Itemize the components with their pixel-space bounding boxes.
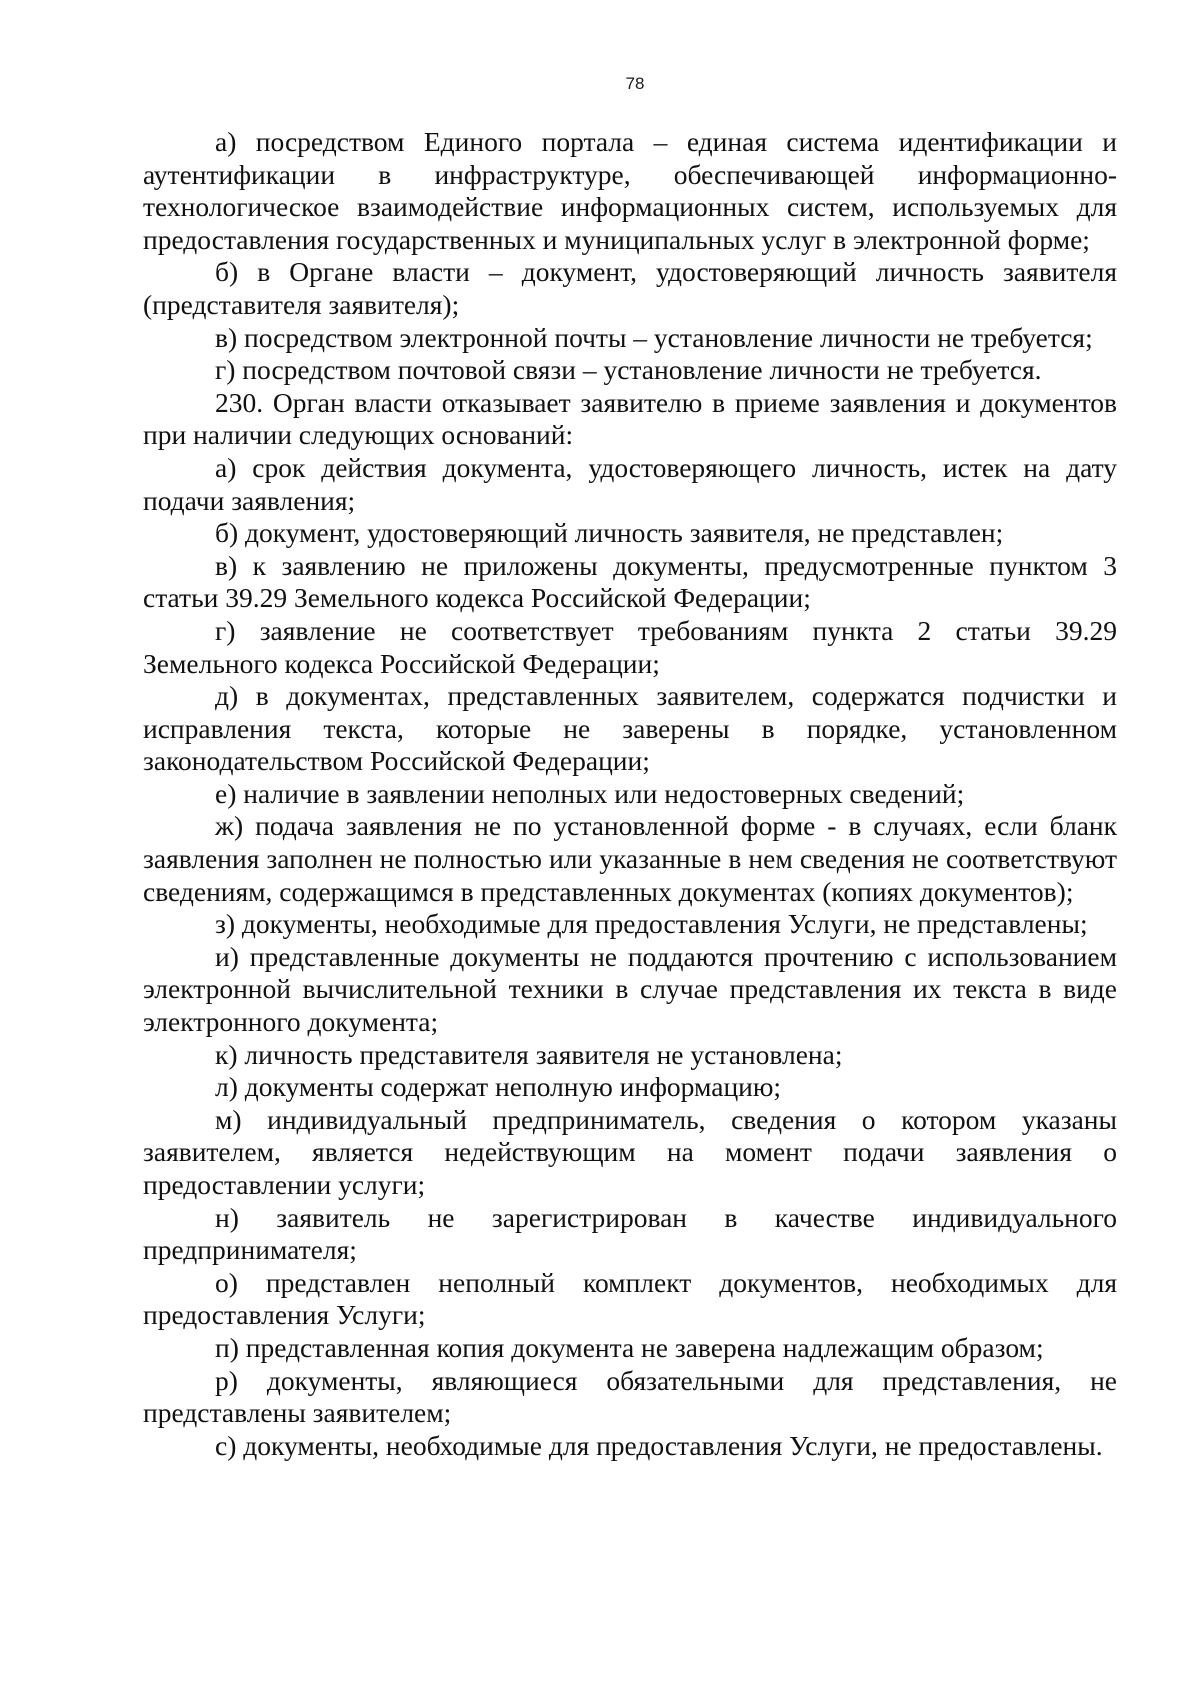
paragraph-b-authority: б) в Органе власти – документ, удостоверяющий личность заявителя (представителя заявителя);: [143, 256, 1117, 320]
list-item-b: б) документ, удостоверяющий личность заявителя, не представлен;: [215, 517, 1004, 549]
page-number: 78: [625, 74, 645, 93]
list-item-e: е) наличие в заявлении неполных или недостоверных сведений;: [215, 777, 965, 809]
paragraph-v-email: в) посредством электронной почты – установление личности не требуется;: [215, 321, 1093, 353]
list-item-a: а) срок действия документа, удостоверяющего личность, истек на дату подачи заявления;: [143, 451, 1117, 516]
list-item-zh: ж) подача заявления не по установленной форме - в случаях, если бланк заявления заполнен не полностью или указанные в нем сведения не соответствуют сведениям, содержащимся в представленных документах (копиях документов);: [143, 810, 1117, 907]
paragraph-g-post: г) посредством почтовой связи – установление личности не требуется.: [215, 354, 1042, 386]
list-item-p: п) представленная копия документа не заверена надлежащим образом;: [215, 1331, 1044, 1363]
list-item-g: г) заявление не соответствует требованиям пункта 2 статьи 39.29 Земельного кодекса Российской Федерации;: [143, 614, 1117, 679]
document-body: [143, 126, 1117, 1462]
list-item-z: з) документы, необходимые для предоставления Услуги, не представлены;: [215, 908, 1088, 940]
list-item-v: в) к заявлению не приложены документы, предусмотренные пунктом 3 статьи 39.29 Земельного кодекса Российской Федерации;: [143, 549, 1117, 614]
list-item-m: м) индивидуальный предприниматель, сведения о котором указаны заявителем, является недействующим на момент подачи заявления о предоставлении услуги;: [143, 1103, 1117, 1200]
list-item-l: л) документы содержат неполную информацию;: [215, 1071, 782, 1103]
list-item-i: и) представленные документы не поддаются прочтению с использованием электронной вычислительной техники в случае представления их текста в виде электронного документа;: [143, 940, 1117, 1038]
list-item-s: с) документы, необходимые для предоставления Услуги, не предоставлены.: [215, 1429, 1103, 1461]
list-item-d: д) в документах, представленных заявителем, содержатся подчистки и исправления текста, которые не заверены в порядке, установленном законодательством Российской Федерации;: [143, 680, 1117, 777]
list-item-r: р) документы, являющиеся обязательными для представления, не представлены заявителем;: [143, 1364, 1117, 1429]
list-item-k: к) личность представителя заявителя не установлена;: [215, 1038, 843, 1070]
list-item-o: о) представлен неполный комплект документов, необходимых для предоставления Услуги;: [143, 1266, 1117, 1331]
list-item-n: н) заявитель не зарегистрирован в качестве индивидуального предпринимателя;: [143, 1201, 1117, 1266]
paragraph-a-portal: а) посредством Единого портала – единая система идентификации и аутентификации в инфраструктуре, обеспечивающей информационно-технологическое взаимодействие информационных систем, используемых для предоставления государственных и муниципальных услуг в электронной форме;: [143, 126, 1117, 255]
paragraph-230: 230. Орган власти отказывает заявителю в приеме заявления и документов при наличии следующих оснований:: [143, 386, 1117, 451]
